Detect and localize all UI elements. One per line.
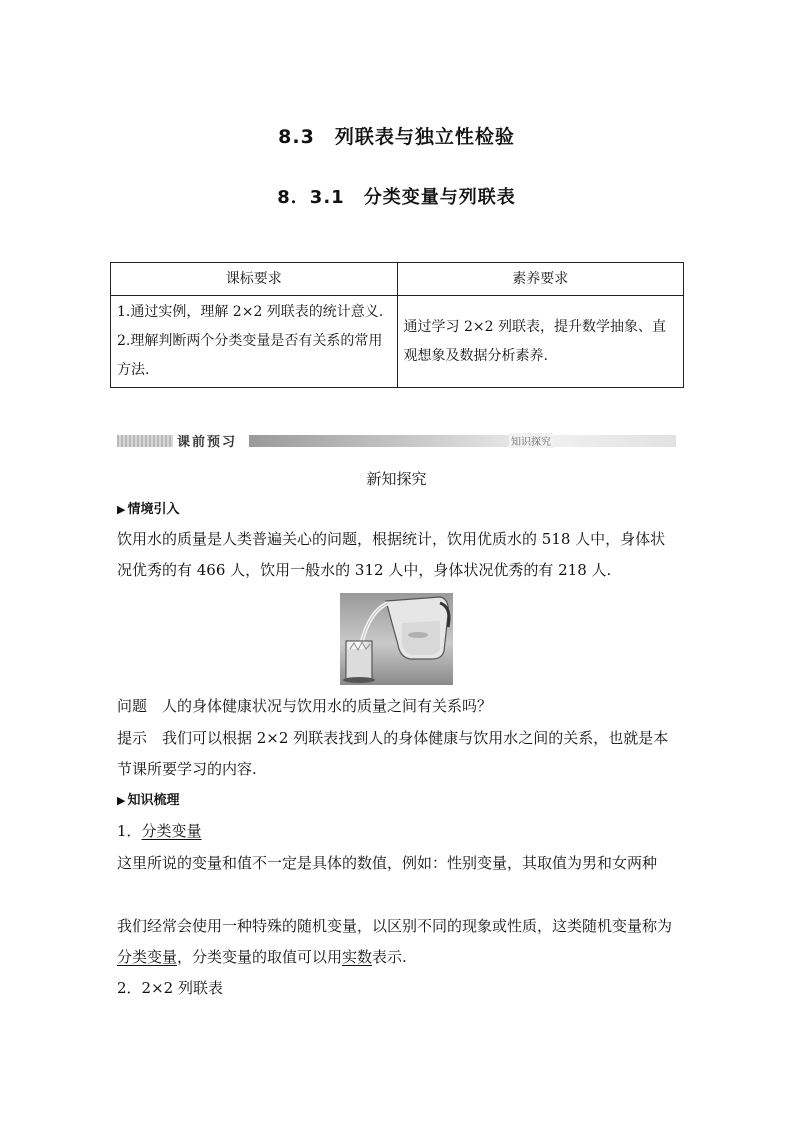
item1-paragraph1: 这里所说的变量和值不一定是具体的数值，例如：性别变量，其取值为男和女两种 (117, 854, 658, 872)
question-text: 问题 人的身体健康状况与饮用水的质量之间有关系吗？ (117, 697, 493, 715)
subsection-title: 8．3.1 分类变量与列联表 (277, 187, 516, 208)
underlined-term: 实数 (342, 948, 373, 966)
knowledge-subheading (117, 789, 179, 808)
hint-text: 提示 我们可以根据 2×2 列联表找到人的身体健康与饮用水之间的关系，也就是本节课所要学习的内容. (117, 729, 669, 778)
text-run: 我们经常会使用一种特殊的随机变量，以区别不同的现象或性质，这类随机变量称为 (117, 917, 673, 935)
competency-requirements-cell: 通过学习 2×2 列联表，提升数学抽象、直观想象及数据分析素养. (397, 296, 684, 388)
text-run: ，分类变量的取值可以用 (177, 948, 343, 966)
requirements-table (110, 262, 684, 388)
water-pouring-photo (340, 593, 453, 685)
intro-subheading (117, 498, 179, 517)
new-knowledge-heading: 新知探究 (366, 470, 427, 488)
requirement-item: 2.理解判断两个分类变量是否有关系的常用方法. (117, 333, 383, 378)
triangle-marker-icon: ▶ (117, 503, 126, 516)
text-run: 表示. (372, 948, 407, 966)
knowledge-subheading-label: 知识梳理 (127, 793, 180, 808)
item1-title: 分类变量 (141, 822, 202, 840)
intro-subheading-label: 情境引入 (127, 502, 180, 517)
underlined-term: 分类变量 (117, 948, 178, 966)
banner-tag: 知识探究 (509, 433, 553, 448)
item1-number: 1． (117, 822, 142, 840)
banner-left-bar (117, 435, 173, 447)
banner-label: 课前预习 (177, 435, 238, 450)
intro-paragraph: 饮用水的质量是人类普遍关心的问题，根据统计，饮用优质水的 518 人中，身体状况优秀的有 466 人，饮用一般水的 312 人中，身体状况优秀的有 218 人. (117, 530, 666, 579)
item2-heading: 2．2×2 列联表 (117, 979, 223, 997)
item1-paragraph2 (117, 911, 680, 973)
requirement-item: 1.通过实例，理解 2×2 列联表的统计意义. (117, 304, 384, 320)
water-pitcher-glass-icon (340, 593, 453, 685)
curriculum-requirements-cell (111, 296, 398, 388)
item1-heading (117, 816, 680, 847)
curriculum-requirements-header: 课标要求 (111, 263, 398, 296)
triangle-marker-icon: ▶ (117, 794, 126, 807)
section-title: 8.3 列联表与独立性检验 (278, 126, 515, 148)
preview-banner (117, 432, 676, 448)
competency-requirements-header: 素养要求 (397, 263, 684, 296)
banner-right-bar (249, 435, 676, 447)
